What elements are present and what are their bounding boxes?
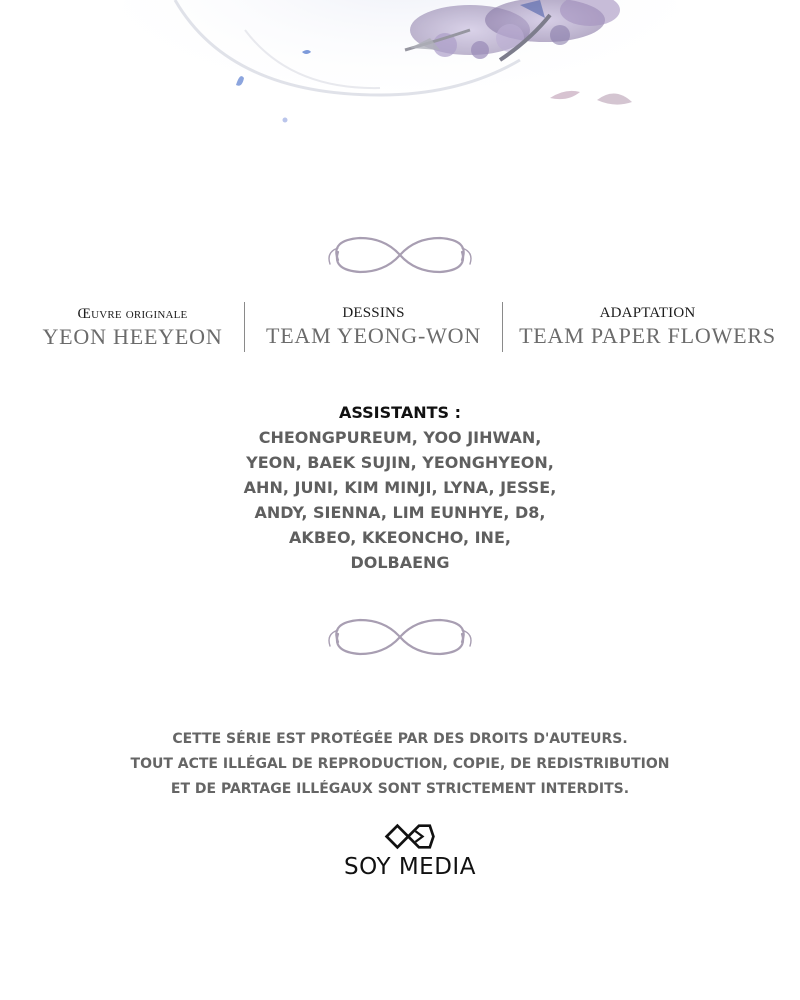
credit-role-label: Œuvre originale xyxy=(77,306,188,322)
assistants-line: AKBEO, KKEONCHO, INE, xyxy=(289,528,511,547)
flower-branch-illustration xyxy=(0,0,800,140)
assistants-line: YEON, BAEK SUJIN, YEONGHYEON, xyxy=(246,453,554,472)
publisher-logo xyxy=(330,822,490,887)
assistants-line: CHEONGPUREUM, YOO JIHWAN, xyxy=(258,428,542,447)
credit-name: YEON HEEYEON xyxy=(42,324,223,349)
infinity-flourish-ornament xyxy=(320,612,480,662)
vertical-divider xyxy=(244,302,245,352)
credit-role-label: DESSINS xyxy=(342,305,405,321)
infinity-flourish-ornament xyxy=(320,230,480,280)
credit-name: TEAM YEONG-WON xyxy=(265,323,482,348)
assistants-line: ANDY, SIENNA, LIM EUNHYE, D8, xyxy=(254,503,546,522)
credit-drawings xyxy=(255,304,492,350)
assistants-line: AHN, JUNI, KIM MINJI, LYNA, JESSE, xyxy=(243,478,557,497)
credits-row xyxy=(0,300,800,355)
logo-text: SOY MEDIA xyxy=(344,854,476,880)
credit-adaptation xyxy=(515,304,780,350)
assistants-section xyxy=(150,400,650,575)
assistants-line: DOLBAENG xyxy=(350,553,450,572)
copyright-line: TOUT ACTE ILLÉGAL DE REPRODUCTION, COPIE, DE REDISTRIBUTION xyxy=(130,756,670,772)
copyright-line: ET DE PARTAGE ILLÉGAUX SONT STRICTEMENT INTERDITS. xyxy=(170,781,630,797)
assistants-title: ASSISTANTS : xyxy=(338,403,462,422)
copyright-notice xyxy=(100,727,700,802)
vertical-divider xyxy=(502,302,503,352)
soy-media-logo-icon xyxy=(383,822,437,851)
credit-original-work xyxy=(30,305,235,351)
credit-name: TEAM PAPER FLOWERS xyxy=(519,323,776,348)
copyright-line: CETTE SÉRIE EST PROTÉGÉE PAR DES DROITS D'AUTEURS. xyxy=(172,731,628,747)
credit-role-label: ADAPTATION xyxy=(599,305,696,321)
